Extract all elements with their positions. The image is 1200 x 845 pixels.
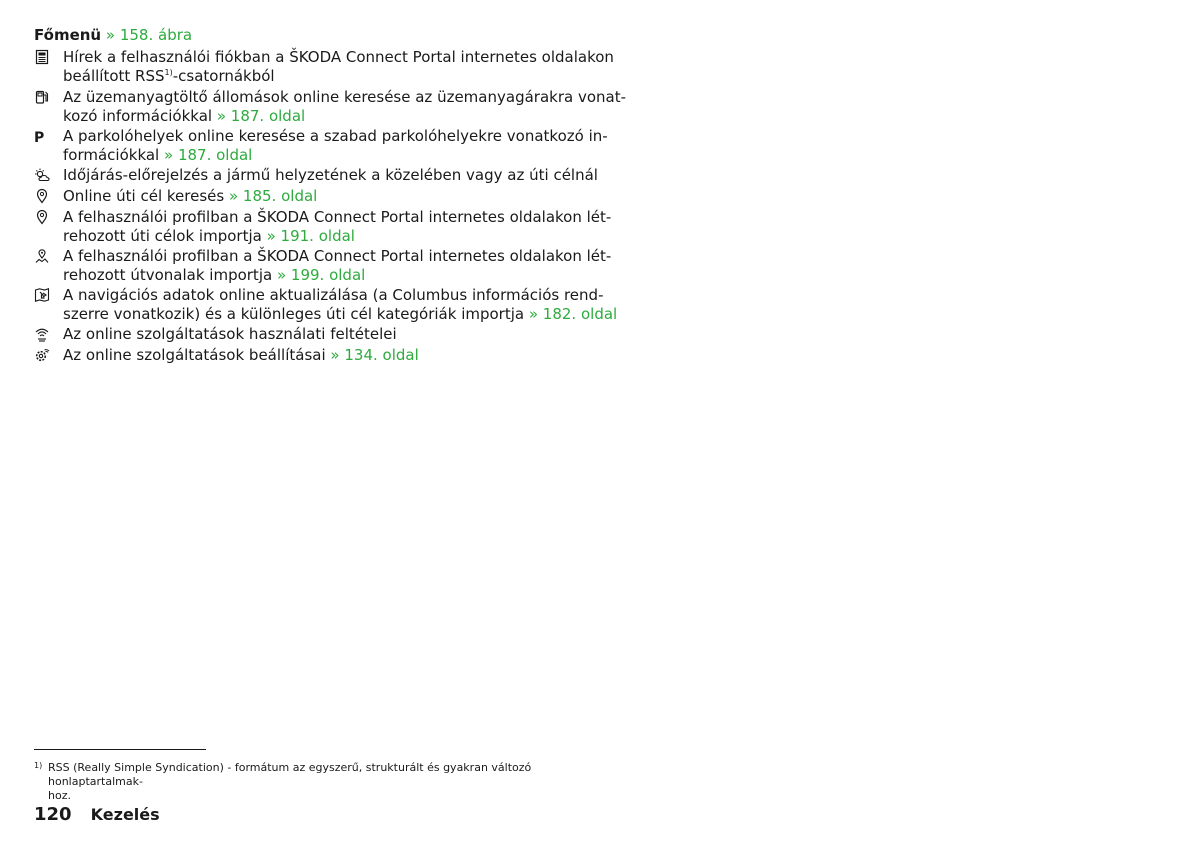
item-text-line1: A felhasználói profilban a ŠKODA Connect Portal internetes oldalakon lét- — [63, 208, 612, 226]
footnote-line2: hoz. — [48, 789, 71, 802]
item-text-line2: formációkkal » 187. oldal — [63, 146, 253, 164]
item-text-line1: Időjárás-előrejelzés a jármű helyzetének a közelében vagy az úti célnál — [63, 166, 598, 184]
footnote-marker[interactable]: 1) — [164, 68, 173, 77]
item-text-line1: Az online szolgáltatások beállításai » 134. oldal — [63, 346, 419, 364]
weather-icon — [34, 167, 50, 183]
parking-icon: P — [34, 130, 45, 146]
online-settings-icon — [34, 347, 50, 363]
route-icon — [34, 248, 50, 264]
item-text-line2: rehozott útvonalak importja » 199. oldal — [63, 266, 366, 284]
location-pin-icon — [34, 209, 50, 225]
map-update-icon — [34, 287, 50, 303]
page-link[interactable]: » 185. oldal — [228, 187, 318, 205]
item-text-line2: rehozott úti célok importja » 191. oldal — [63, 227, 355, 245]
item-text-line1: Online úti cél keresés » 185. oldal — [63, 187, 318, 205]
item-text-line1: A felhasználói profilban a ŠKODA Connect Portal internetes oldalakon lét- — [63, 247, 612, 265]
news-icon — [34, 49, 50, 65]
heading-figure-link[interactable]: » 158. ábra — [105, 26, 193, 44]
heading-title: Főmenü — [34, 26, 102, 44]
footnote-divider — [34, 749, 206, 750]
item-text-line2: kozó információkkal » 187. oldal — [63, 107, 306, 125]
item-text-line1: Az online szolgáltatások használati feltételei — [63, 325, 397, 343]
fuel-station-icon — [34, 89, 50, 105]
item-text-line2: beállított RSS$^{1)}$-csatornákból — [63, 67, 275, 85]
footnote-mark: 1) — [34, 761, 43, 770]
section-heading — [34, 26, 192, 45]
page-link[interactable]: » 191. oldal — [266, 227, 355, 245]
item-text-line2: szerre vonatkozik) és a különleges úti cél kategóriák importja » 182. oldal — [63, 305, 618, 323]
item-text-line1: A navigációs adatok online aktualizálása (a Columbus információs rend- — [63, 286, 604, 304]
page-footer — [34, 804, 160, 826]
section-name: Kezelés — [90, 805, 160, 824]
page-link[interactable]: » 182. oldal — [528, 305, 618, 323]
item-text-line1: Hírek a felhasználói fiókban a ŠKODA Connect Portal internetes oldalakon — [63, 48, 614, 66]
item-text-line1: Az üzemanyagtöltő állomások online keresése az üzemanyagárakra vonat- — [63, 88, 626, 106]
footnote-line1: RSS (Really Simple Syndication) - formátum az egyszerű, strukturált és gyakran változó honlaptartalmak- — [48, 761, 532, 788]
page-number: 120 — [34, 804, 72, 825]
location-pin-icon — [34, 188, 50, 204]
online-service-icon — [34, 326, 50, 342]
item-text-line1: A parkolóhelyek online keresése a szabad parkolóhelyekre vonatkozó in- — [63, 127, 608, 145]
page-link[interactable]: » 134. oldal — [330, 346, 419, 364]
page-link[interactable]: » 199. oldal — [276, 266, 366, 284]
page-link[interactable]: » 187. oldal — [216, 107, 306, 125]
page-link[interactable]: » 187. oldal — [164, 146, 253, 164]
